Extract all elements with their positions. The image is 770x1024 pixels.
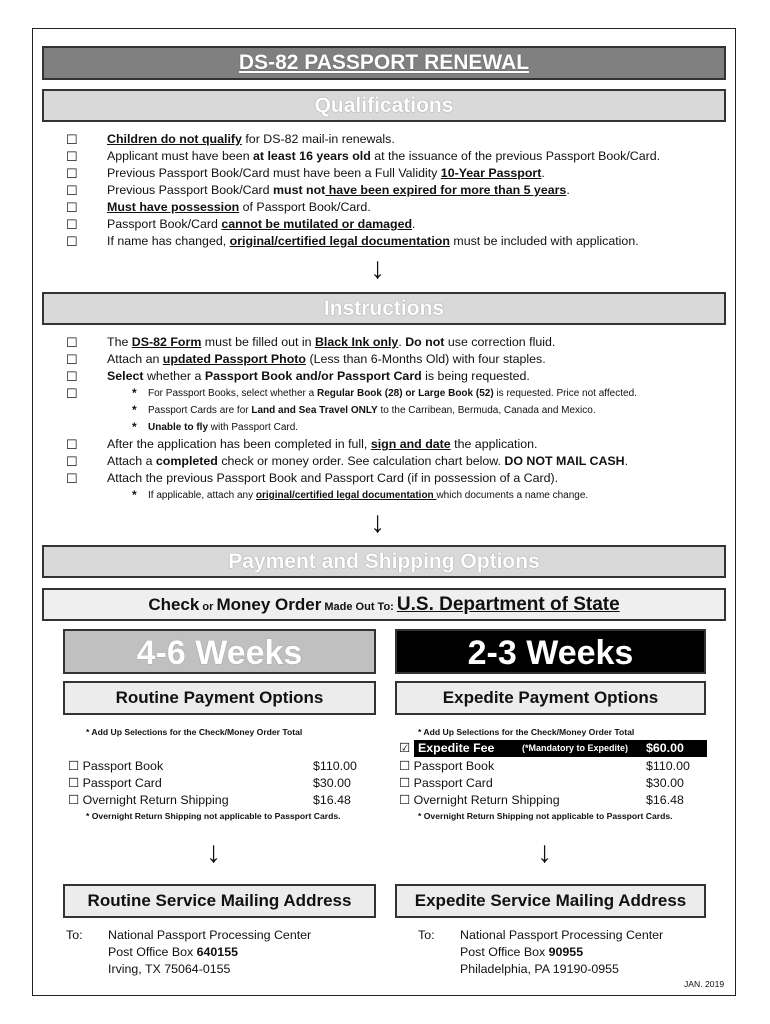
routine-weeks: 4-6 Weeks: [63, 629, 376, 674]
instruction-item: ☐ Select whether a Passport Book and/or Passport Card is being requested.: [66, 369, 530, 384]
routine-option[interactable]: ☐ Passport Book: [68, 759, 164, 773]
page-title-banner: [42, 46, 726, 80]
checkbox-icon[interactable]: ☐: [66, 352, 78, 367]
instruction-item: ☐ After the application has been completed in full, sign and date the application.: [66, 437, 538, 452]
bullet-star: *: [132, 488, 137, 502]
checkbox-icon[interactable]: ☐: [68, 793, 80, 807]
checkbox-icon[interactable]: ☐: [66, 183, 78, 198]
checkbox-icon[interactable]: ☐: [66, 437, 78, 452]
routine-option[interactable]: ☐ Overnight Return Shipping: [68, 793, 229, 807]
instruction-subitem: * Unable to fly with Passport Card.: [132, 420, 299, 434]
expedite-price: $110.00: [646, 759, 690, 773]
expedite-fee-label: Expedite Fee: [418, 741, 495, 755]
checkbox-icon[interactable]: ☐: [66, 369, 78, 384]
instruction-item: ☐ Attach the previous Passport Book and Passport Card (if in possession of a Card).: [66, 471, 559, 486]
expedite-to-label: To:: [418, 928, 435, 942]
instruction-subitem: * If applicable, attach any original/certified legal documentation which documents a name change.: [132, 488, 589, 502]
expedite-price: $16.48: [646, 793, 684, 807]
checkbox-icon[interactable]: ☐: [66, 132, 78, 147]
routine-address: National Passport Processing Center Post Office Box 640155 Irving, TX 75064-0155: [108, 928, 312, 976]
qualification-item: ☐ Children do not qualify for DS-82 mail-in renewals.: [66, 132, 395, 147]
payee-bar: Check or Money Order Made Out To: U.S. Department of State: [42, 588, 726, 621]
checkbox-icon[interactable]: ☐: [66, 149, 78, 164]
checkbox-icon[interactable]: ☐: [66, 234, 78, 249]
expedite-option[interactable]: ☐ Overnight Return Shipping: [399, 793, 560, 807]
qualification-item: ☐ Must have possession of Passport Book/Card.: [66, 200, 371, 215]
instruction-item: ☐ The DS-82 Form must be filled out in Black Ink only. Do not use correction fluid.: [66, 335, 556, 350]
instruction-subitem: ☐ * For Passport Books, select whether a Regular Book (28) or Large Book (52) is requested. Price not affected.: [66, 386, 637, 401]
checkbox-icon[interactable]: ☐: [399, 793, 411, 807]
instruction-item: ☐ Attach an updated Passport Photo (Less than 6-Months Old) with four staples.: [66, 352, 546, 367]
expedite-options-heading: Expedite Payment Options: [395, 681, 706, 715]
routine-address-heading: Routine Service Mailing Address: [63, 884, 376, 918]
qualification-item: ☐ Previous Passport Book/Card must have been a Full Validity 10-Year Passport.: [66, 166, 545, 181]
expedite-option[interactable]: ☐ Passport Book: [399, 759, 495, 773]
arrow-down-icon: ↓: [206, 836, 221, 869]
checked-checkbox-icon[interactable]: ☑: [399, 741, 411, 755]
instructions-heading: Instructions: [323, 297, 445, 320]
expedite-weeks: 2-3 Weeks: [395, 629, 706, 674]
qualifications-heading: Qualifications: [314, 94, 454, 117]
instruction-item: ☐ Attach a completed check or money order. See calculation chart below. DO NOT MAIL CASH.: [66, 454, 629, 469]
qualification-item: ☐ Previous Passport Book/Card must not have been expired for more than 5 years.: [66, 183, 570, 198]
qualification-item: ☐ Passport Book/Card cannot be mutilated or damaged.: [66, 217, 416, 232]
routine-price: $16.48: [313, 793, 351, 807]
expedite-fee-row: [414, 740, 707, 757]
checkbox-icon[interactable]: ☐: [68, 759, 80, 773]
instructions-list: [66, 334, 726, 504]
checkbox-icon[interactable]: ☐: [66, 200, 78, 215]
checkbox-icon[interactable]: ☐: [66, 217, 78, 232]
checkbox-icon[interactable]: ☐: [68, 776, 80, 790]
checkbox-icon[interactable]: ☐: [66, 471, 78, 486]
qualifications-list: [66, 131, 726, 250]
routine-add-note: * Add Up Selections for the Check/Money Order Total: [86, 727, 303, 737]
expedite-address: National Passport Processing Center Post Office Box 90955 Philadelphia, PA 19190-0955: [460, 928, 664, 976]
checkbox-icon[interactable]: ☐: [399, 759, 411, 773]
page-title: DS-82 PASSPORT RENEWAL: [238, 51, 530, 74]
arrow-down-icon: ↓: [370, 252, 385, 285]
expedite-address-heading: Expedite Service Mailing Address: [395, 884, 706, 918]
arrow-down-icon: ↓: [537, 836, 552, 869]
payment-heading: Payment and Shipping Options: [228, 550, 540, 573]
checkbox-icon[interactable]: ☐: [399, 776, 411, 790]
expedite-option[interactable]: ☐ Passport Card: [399, 776, 493, 790]
arrow-down-icon: ↓: [370, 506, 385, 539]
expedite-fee-note: (*Mandatory to Expedite): [522, 743, 629, 753]
routine-to-label: To:: [66, 928, 83, 942]
checkbox-icon[interactable]: ☐: [66, 166, 78, 181]
qualifications-banner: [42, 89, 726, 122]
revision-date: JAN. 2019: [684, 979, 725, 989]
expedite-add-note: * Add Up Selections for the Check/Money Order Total: [418, 727, 635, 737]
bullet-star: *: [132, 403, 137, 417]
routine-options-heading: Routine Payment Options: [63, 681, 376, 715]
payment-banner: [42, 545, 726, 578]
routine-overnight-note: * Overnight Return Shipping not applicable to Passport Cards.: [86, 811, 341, 821]
instructions-banner: [42, 292, 726, 325]
instruction-subitem: * Passport Cards are for Land and Sea Travel ONLY to the Carribean, Bermuda, Canada and Mexico.: [132, 403, 596, 417]
qualification-item: ☐ If name has changed, original/certified legal documentation must be included with application.: [66, 234, 639, 249]
bullet-star: *: [132, 386, 137, 400]
expedite-price: $30.00: [646, 776, 684, 790]
bullet-star: *: [132, 420, 137, 434]
expedite-fee-price: $60.00: [646, 741, 684, 755]
expedite-overnight-note: * Overnight Return Shipping not applicable to Passport Cards.: [418, 811, 673, 821]
qualification-item: ☐ Applicant must have been at least 16 years old at the issuance of the previous Passport Book/Card.: [66, 149, 661, 164]
checkbox-icon[interactable]: ☐: [66, 386, 78, 401]
checkbox-icon[interactable]: ☐: [66, 454, 78, 469]
routine-price: $30.00: [313, 776, 351, 790]
checkbox-icon[interactable]: ☐: [66, 335, 78, 350]
routine-option[interactable]: ☐ Passport Card: [68, 776, 162, 790]
routine-price: $110.00: [313, 759, 357, 773]
